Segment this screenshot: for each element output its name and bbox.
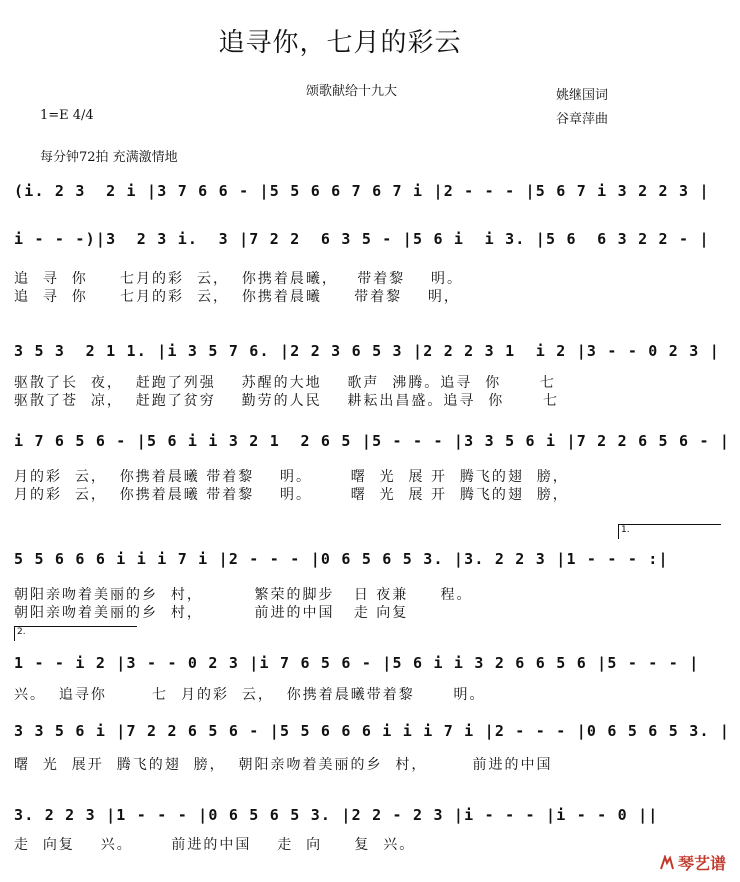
notation-line: (i. 2 3 2 i |3 7 6 6 - |5 5 6 6 7 6 7 i |2 - - - |5 6 7 i 3 2 2 3 | — [14, 182, 710, 200]
notation-line: 1 - - i 2 |3 - - 0 2 3 |i 7 6 5 6 - |5 6 i i 3 2 6 6 5 6 |5 - - - | — [14, 654, 700, 672]
notation-line: i - - -)|3 2 3 i. 3 |7 2 2 6 3 5 - |5 6 i i 3. |5 6 6 3 2 2 - | — [14, 230, 710, 248]
notation-line: 3. 2 2 3 |1 - - - |0 6 5 6 5 3. |2 2 - 2 3 |i - - - |i - - 0 || — [14, 806, 659, 824]
lyric-verse-1: 月的彩 云， 你携着晨曦 带着黎 明。 曙 光 展 开 腾飞的翅 膀， — [14, 469, 569, 485]
site-watermark-logo — [659, 851, 726, 874]
lyric-verse-1: 驱散了长 夜， 赶跑了列强 苏醒的大地 歌声 沸腾。追寻 你 七 — [14, 375, 556, 391]
lyric-verse-2: 朝阳亲吻着美丽的乡 村， 前进的中国 走 向复 — [14, 605, 409, 621]
lyric-verse-2: 驱散了苍 凉， 赶跑了贫穷 勤劳的人民 耕耘出昌盛。追寻 你 七 — [14, 393, 560, 409]
watermark-text: 琴艺谱 — [677, 854, 726, 873]
composer: 谷章萍曲 — [556, 112, 609, 127]
notation-line: 3 5 3 2 1 1. |i 3 5 7 6. |2 2 3 6 5 3 |2 2 2 3 1 i 2 |3 - - 0 2 3 | — [14, 342, 720, 360]
notation-line: i 7 6 5 6 - |5 6 i i 3 2 1 2 6 5 |5 - - - |3 3 5 6 i |7 2 2 6 5 6 - | — [14, 432, 731, 450]
song-title: 追寻你，七月的彩云 — [218, 28, 462, 58]
dedication: 颂歌献给十九大 — [306, 84, 398, 99]
tempo-marking: 每分钟72拍 充满激情地 — [40, 150, 178, 165]
notation-line: 5 5 6 6 6 i i i 7 i |2 - - - |0 6 5 6 5 3. |3. 2 2 3 |1 - - - :| — [14, 550, 669, 568]
key-signature: 1=E 4/4 — [40, 108, 94, 123]
lyric-line: 走 向复 兴。 前进的中国 走 向 复 兴。 — [14, 837, 416, 853]
lyric-verse-1: 追 寻 你 七月的彩 云， 你携着晨曦， 带着黎 明。 — [14, 271, 464, 287]
second-ending-bracket: 2. — [14, 626, 137, 641]
music-note-icon — [659, 855, 675, 871]
lyricist: 姚继国词 — [556, 88, 609, 103]
lyric-line: 兴。 追寻你 七 月的彩 云， 你携着晨曦带着黎 明。 — [14, 687, 486, 703]
lyric-verse-2: 月的彩 云， 你携着晨曦 带着黎 明。 曙 光 展 开 腾飞的翅 膀， — [14, 487, 569, 503]
lyric-line: 曙 光 展开 腾飞的翅 膀， 朝阳亲吻着美丽的乡 村， 前进的中国 — [14, 757, 553, 773]
first-ending-bracket: 1. — [618, 524, 721, 539]
lyric-verse-2: 追 寻 你 七月的彩 云， 你携着晨曦 带着黎 明， — [14, 289, 460, 305]
lyric-verse-1: 朝阳亲吻着美丽的乡 村， 繁荣的脚步 日 夜兼 程。 — [14, 587, 473, 603]
notation-line: 3 3 5 6 i |7 2 2 6 5 6 - |5 5 6 6 6 i i i 7 i |2 - - - |0 6 5 6 5 3. | — [14, 722, 731, 740]
